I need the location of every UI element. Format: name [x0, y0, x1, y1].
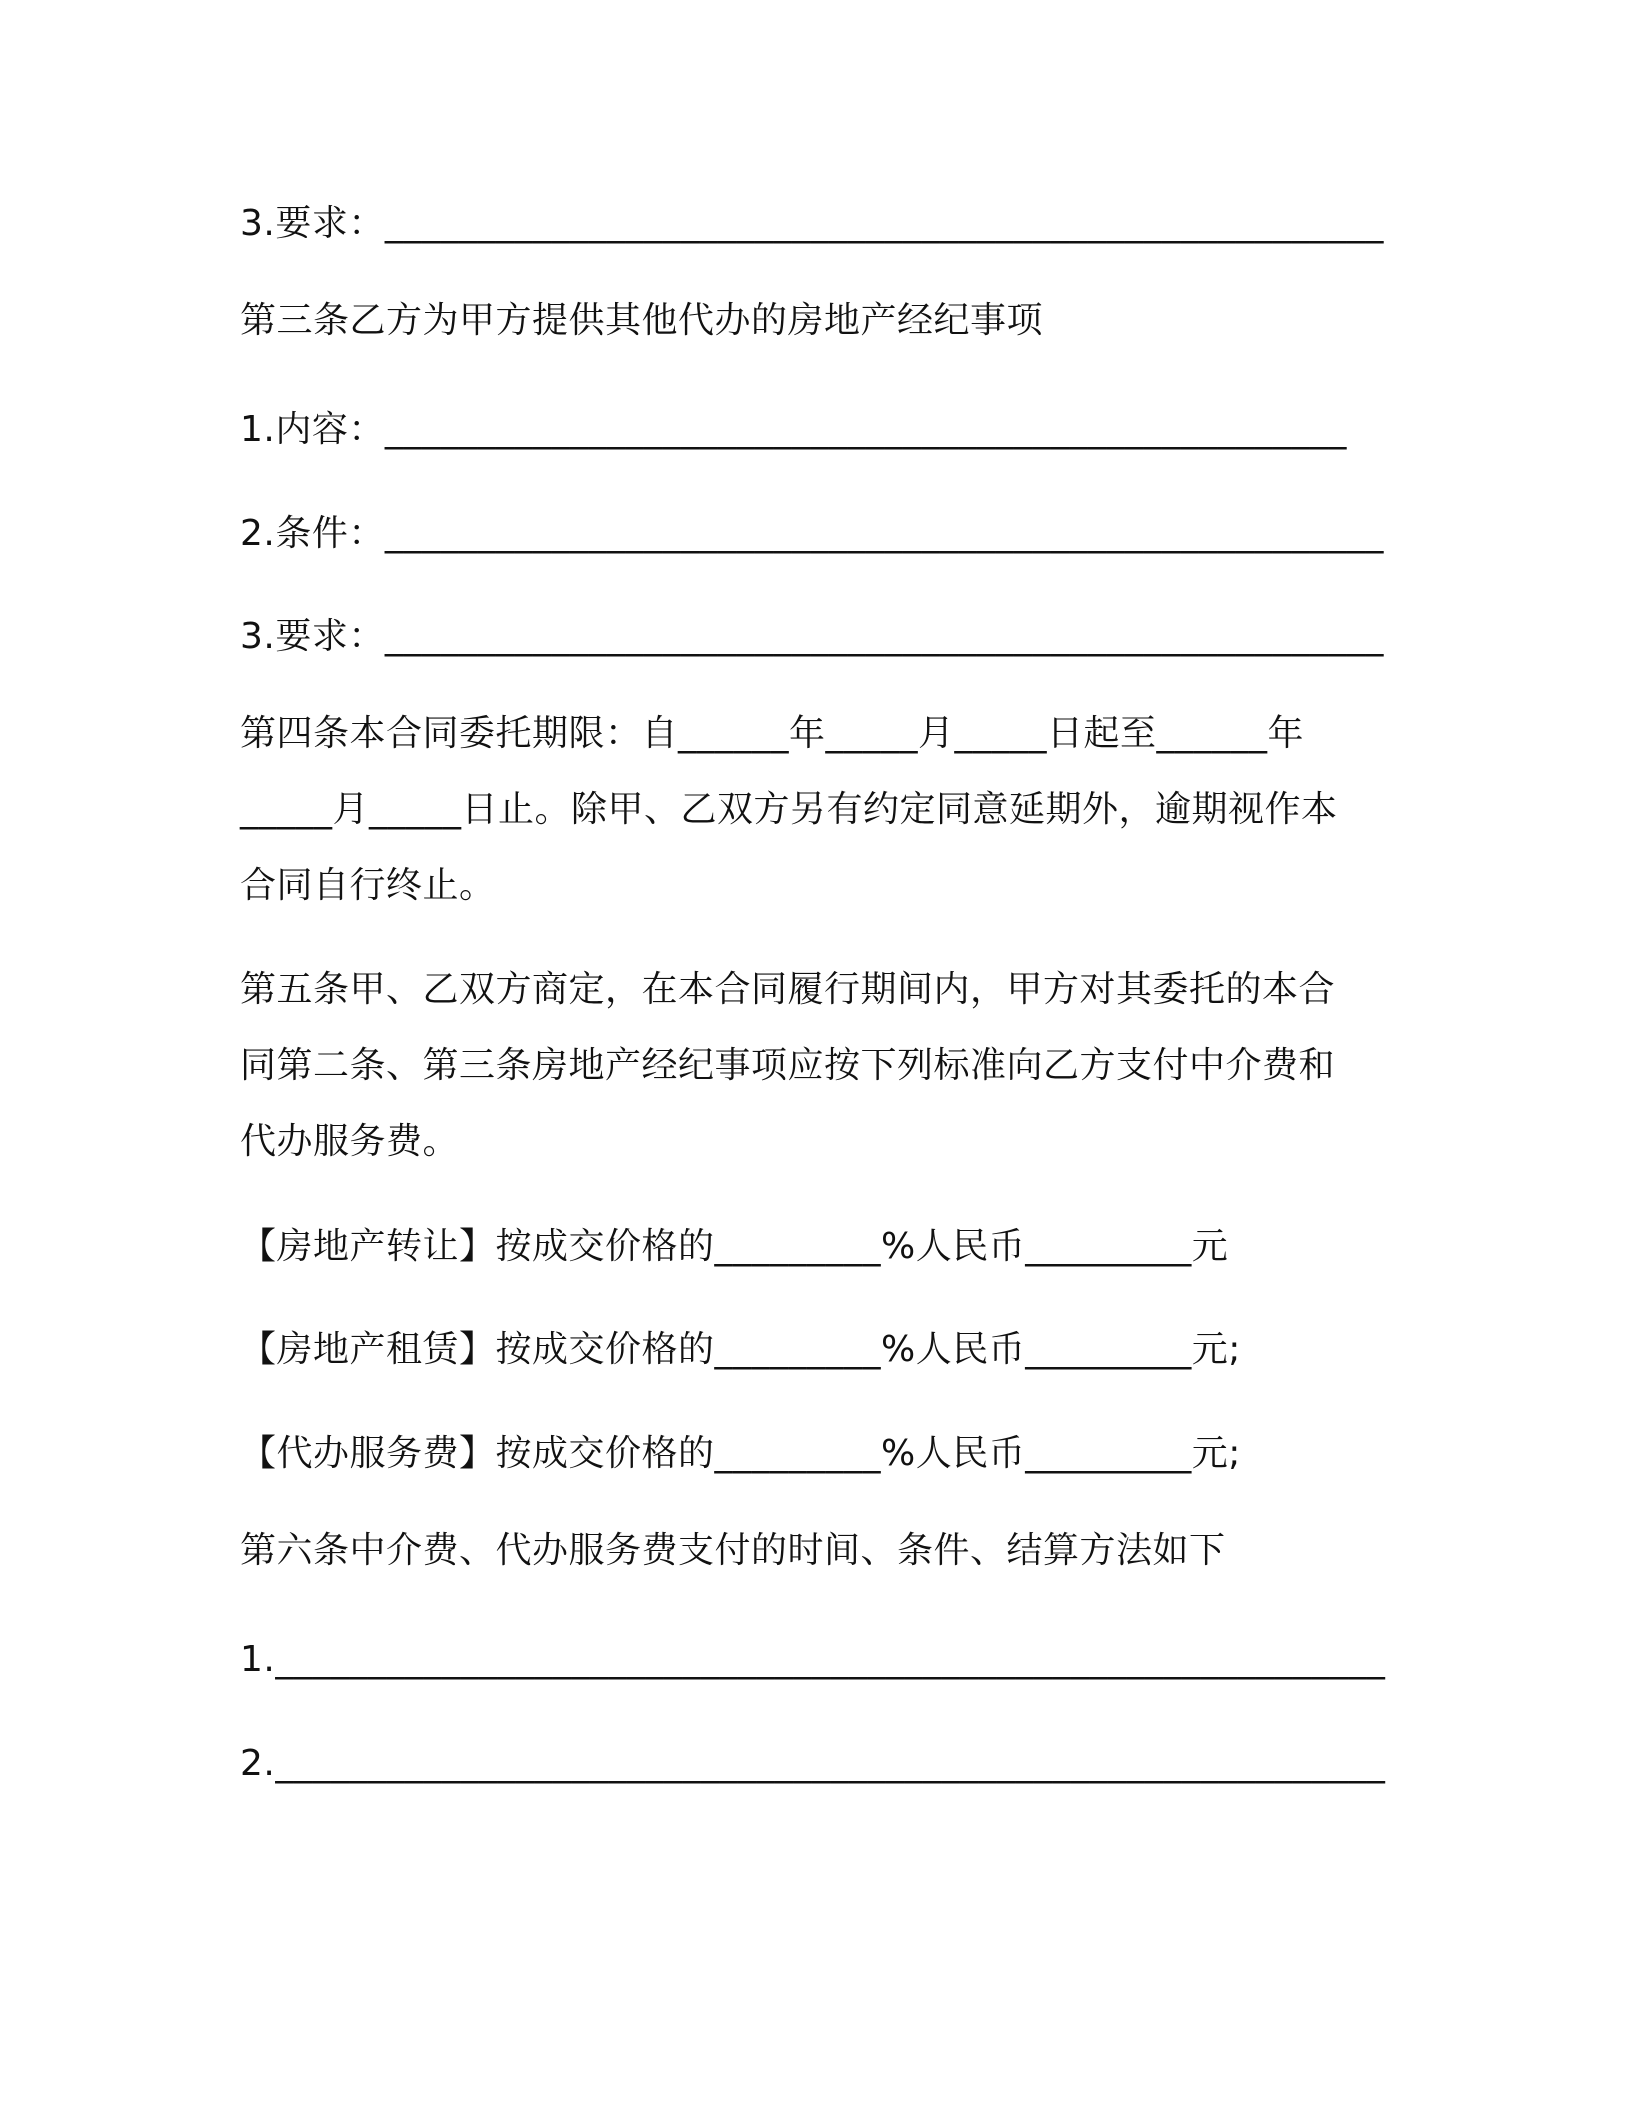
article-6-item-2: 2.____________________________________________________________: [240, 1743, 1386, 1784]
article-3-requirement-line: 3.要求：______________________________________________________: [240, 616, 1384, 657]
article-5-line-3: 代办服务费。: [240, 1121, 460, 1162]
fee-service-line: 【代办服务费】按成交价格的_________%人民币_________元;: [240, 1433, 1241, 1474]
article-3-content-line: 1.内容：____________________________________________________: [240, 409, 1347, 450]
article-5-line-1: 第五条甲、乙双方商定，在本合同履行期间内，甲方对其委托的本合: [240, 969, 1336, 1010]
article-3-condition-line: 2.条件：______________________________________________________: [240, 513, 1384, 554]
fee-transfer-line: 【房地产转让】按成交价格的_________%人民币_________元: [240, 1226, 1229, 1267]
article-4-line-3: 合同自行终止。: [240, 865, 496, 906]
article-3-heading: 第三条乙方为甲方提供其他代办的房地产经纪事项: [240, 300, 1044, 341]
article-4-line-1: 第四条本合同委托期限：自______年_____月_____日起至______年: [240, 713, 1305, 754]
article-6-item-1: 1.____________________________________________________________: [240, 1639, 1386, 1680]
fee-lease-line: 【房地产租赁】按成交价格的_________%人民币_________元;: [240, 1329, 1241, 1370]
article-2-requirement-line: 3.要求：______________________________________________________: [240, 203, 1384, 244]
article-6-heading: 第六条中介费、代办服务费支付的时间、条件、结算方法如下: [240, 1530, 1226, 1571]
article-4-line-2: _____月_____日止。除甲、乙双方另有约定同意延期外，逾期视作本: [240, 789, 1338, 830]
article-5-line-2: 同第二条、第三条房地产经纪事项应按下列标准向乙方支付中介费和: [240, 1045, 1336, 1086]
